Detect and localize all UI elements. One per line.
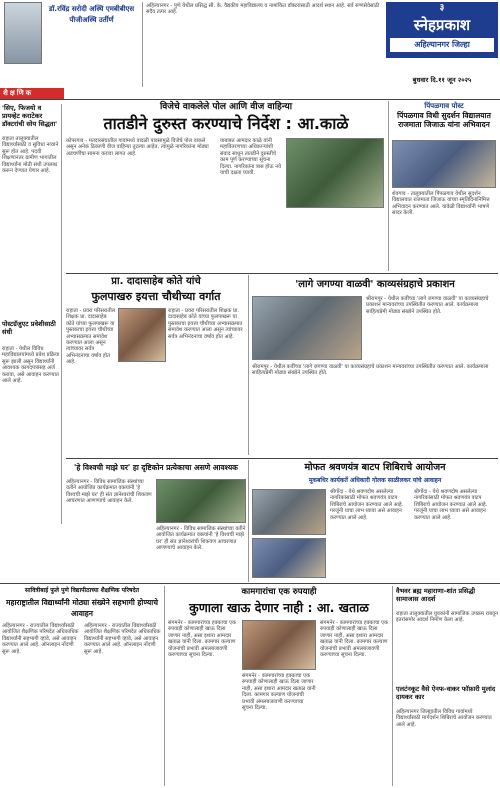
story-two-body: राहाता - प्रवरा परिसरातील शिक्षक प्रा. दादासाहेब कोते यांच्या फुलपाखरू या पुस्तकाचा इयत्ता चौथीच्या अभ्यासक्रमात समावेश करण्यात आला असून त्यांच्यावर सर्वत्र अभिनंदनाचा वर्षाव होत आहे. bbox=[66, 308, 117, 366]
bottom-story-kicker: कामगारांचा एक रुपयाही bbox=[241, 587, 317, 597]
story-six-kicker: सावित्रीबाई फुले पुणे विद्यापीठाच्या शैक्षणिक परिषदेत bbox=[24, 587, 140, 594]
section-tab: क्ष bbox=[9, 89, 15, 97]
sidebar-title: 'सिए, फिजयो व प्रायव्हेट कराटेकर डॉक्टरांची सोय सिद्धता' bbox=[2, 104, 58, 128]
rule bbox=[66, 273, 498, 274]
masthead-rule bbox=[0, 99, 500, 100]
story-six-body-cont: अहिल्यानगर - राज्यातील विद्यार्थ्यांसाठी आयोजित शैक्षणिक परिषदेत अधिकाधिक विद्यार्थ्यांनी सहभागी व्हावे, असे आवाहन करण्यात आले आहे. ऑनलाइन नोंदणी सुरू आहे. bbox=[84, 623, 163, 655]
story-five-body: श्रीगोंदा - येथे श्रवणदोष असलेल्या नागरिकांसाठी मोफत श्रवणयंत्र वाटप शिबिराचे आयोजन करण्यात आले आहे. गरजूंनी याचा लाभ घ्यावा असे आवाहन करण्यात आले आहे. bbox=[330, 489, 405, 521]
right-headline: पिंपळगाव विधी सुदर्शन विद्यालयात राजमाता जिजाऊ यांना अभिवादन bbox=[397, 111, 491, 129]
story-five-photo bbox=[252, 538, 326, 578]
story-three-body-cont: श्रीरामपूर - येथील कवींच्या 'लागे जगण्या वाळवी' या काव्यसंग्रहाचे प्रकाशन मान्यवरांच्या उपस्थितीत करण्यात आले. कार्यक्रमाला साहित्यप्रेमी मोठ्या संख्येने उपस्थित होते. bbox=[252, 364, 490, 377]
top-story-body-b: याबाबत आमदार काळे यांनी महावितरणच्या अधिकाऱ्यांशी संवाद साधून तातडीने दुरुस्तीचे काम पूर्ण करण्याच्या सूचना दिल्या. नागरिकांना त्रास होऊ नये याची दक्षता घ्यावी. bbox=[220, 138, 283, 177]
dateline: बुधवार दि.११ जून २०२५ bbox=[412, 76, 472, 84]
brief-one-title: वैभवर ब्रह्म महाराणा-शांत प्रसिद्धी सामाजास आदर्श bbox=[396, 587, 476, 603]
brief-one-body: राहाता तालुक्यातील युवकांनी सामाजिक उपक्रम राबवून इतरांसमोर आदर्श निर्माण केला आहे. bbox=[396, 611, 500, 624]
story-six-body: अहिल्यानगर - राज्यातील विद्यार्थ्यांसाठी आयोजित शैक्षणिक परिषदेत अधिकाधिक विद्यार्थ्यांनी सहभागी व्हावे, असे आवाहन करण्यात आले आहे. ऑनलाइन नोंदणी सुरू आहे. bbox=[2, 623, 81, 655]
top-intro-text: अहिल्यानगर - पुणे येथील प्रसिद्ध सी. के. वैद्यकीय महाविद्यालय व नामांकित डॉक्टरांसाठी आदर्श स्थान आहे. सर्व रुग्णसेवेसाठी सदैव तत्पर आहे. bbox=[146, 3, 381, 16]
masthead-box bbox=[386, 2, 498, 58]
top-story-body-a: कोपरगाव - मतदारसंघातील गावांमध्ये वादळी पावसामुळे विजेचे पोल वाकले असून अनेक ठिकाणी वीज वाहिन्या तुटल्या आहेत. त्यामुळे नागरिकांना मोठ्या अडचणींचा सामना करावा लागत आहे. bbox=[66, 138, 211, 157]
divider bbox=[248, 275, 249, 455]
rule bbox=[66, 458, 498, 459]
story-five-kicker: मूकबधिर कार्यकर्ते अधिकारी गोलक साळीलकर यांचे आवाहन bbox=[308, 477, 442, 484]
section-tab: णि bbox=[16, 89, 24, 97]
section-tabs bbox=[0, 88, 64, 99]
story-two-headline: फुलपाखरु इयत्ता चौथीच्या वर्गात bbox=[91, 290, 221, 303]
divider bbox=[164, 586, 165, 786]
story-five-headline: मोफत श्रवणयंत्र बाटप शिबिराचे आयोजन bbox=[304, 462, 446, 473]
brief-two-body: अहिल्यानगर जिल्ह्यातील विविध गावांमध्ये विद्यार्थ्यांसाठी मार्गदर्शन शिबिराचे आयोजन करण्यात आले आहे. bbox=[396, 709, 494, 728]
bottom-story-body-cont: संगमनेर - कामगारांच्या हक्काचा एक रुपयाही कोणालाही खाऊ दिला जाणार नाही, असा इशारा आमदार खताळ यांनी दिला. कामगार कल्याण योजनांची प्रभावी अंमलबजावणी करण्याच्या सूचना दिल्या. bbox=[320, 620, 390, 659]
story-two-photo bbox=[118, 308, 166, 362]
right-body: शेवगाव - तालुक्यातील पिंपळगाव येथील सुदर्शन विद्यालयात राजमाता जिजाऊ यांच्या स्मृतिदिनानिमित्त अभिवादन करण्यात आले. यावेळी विद्यार्थ्यांनी भाषणे सादर केली. bbox=[392, 191, 492, 217]
section-tab: क bbox=[25, 89, 32, 97]
divider bbox=[388, 101, 389, 271]
sidebar-second-body: राहाता - येथील विविध महाविद्यालयांमध्ये प्रवेश प्रक्रिया सुरू झाली असून विद्यार्थ्यांनी आवश्यक कागदपत्रांसह अर्ज करावा, असे आवाहन करण्यात आले आहे. bbox=[2, 346, 61, 385]
divider bbox=[248, 460, 249, 582]
top-story-kicker: विजेचे वाकलेले पोल आणि वीज वाहिन्या bbox=[159, 102, 293, 112]
bottom-story-photo bbox=[242, 620, 316, 670]
doctor-photo bbox=[4, 2, 42, 64]
story-two-kicker: प्रा. दादासाहेब कोते यांचे bbox=[111, 276, 201, 287]
sidebar-second-title: पोस्टग्रॅजुएट प्रवेशीसाठी संधी bbox=[2, 320, 56, 336]
divider bbox=[392, 586, 393, 786]
story-five-photo-left bbox=[252, 489, 326, 535]
page-number: ३ bbox=[439, 3, 445, 13]
story-five-body-cont: श्रीगोंदा - येथे श्रवणदोष असलेल्या नागरिकांसाठी मोफत श्रवणयंत्र वाटप शिबिराचे आयोजन करण्यात आले आहे. गरजूंनी याचा लाभ घ्यावा असे आवाहन करण्यात आले आहे. bbox=[414, 489, 489, 521]
story-four-body-cont: अहिल्यानगर - विविध सामाजिक संस्थांच्या वतीने आयोजित कार्यक्रमात वक्त्यांनी 'हे विश्वची माझे घर' ही संत ज्ञानेश्वरांची शिकवण आचरणात आणण्याचे आवाहन केले. bbox=[156, 526, 248, 552]
top-story-headline: तातडीने दुरुस्त करण्याचे निर्देश : आ.काळे bbox=[103, 114, 349, 133]
briefs-column bbox=[396, 587, 498, 785]
divider bbox=[142, 2, 143, 87]
story-four-body: अहिल्यानगर - विविध सामाजिक संस्थांच्या वतीने आयोजित कार्यक्रमात वक्त्यांनी 'हे विश्वची माझे घर' ही संत ज्ञानेश्वरांची शिकवण आचरणात आणण्याचे आवाहन केले. bbox=[66, 479, 154, 505]
story-two-body-cont: राहाता - प्रवरा परिसरातील शिक्षक प्रा. दादासाहेब कोते यांच्या फुलपाखरू या पुस्तकाचा इयत्ता चौथीच्या अभ्यासक्रमात समावेश करण्यात आला असून त्यांच्यावर सर्वत्र अभिनंदनाचा वर्षाव होत आहे. bbox=[168, 308, 245, 340]
brief-two-title: एलटंनकूट वैसे ऐनफ-वाकर फॉफ़ारी मुलांद दायकर कार bbox=[396, 685, 496, 701]
bottom-story-headline: कुणाला खाऊ देणार नाही : आ. खताळ bbox=[189, 600, 369, 615]
bottom-story-body: संगमनेर - कामगारांच्या हक्काचा एक रुपयाही कोणालाही खाऊ दिला जाणार नाही, असा इशारा आमदार खताळ यांनी दिला. कामगार कल्याण योजनांची प्रभावी अंमलबजावणी करण्याच्या सूचना दिल्या. bbox=[168, 620, 238, 659]
right-kicker: पिंपळगाव पोस्ट bbox=[424, 102, 464, 110]
rule bbox=[0, 583, 500, 584]
paper-name: स्नेहप्रकाश bbox=[413, 16, 471, 34]
edition-label: अहिल्यानगर जिल्हा bbox=[390, 38, 494, 52]
right-photo bbox=[392, 140, 496, 188]
section-tab: शै bbox=[3, 89, 8, 97]
doctor-advert: डॉ.रविंद्र सरोदी अस्थि एमबीबीएस पीजीअस्थि उर्तीर्ण bbox=[48, 5, 135, 24]
top-story-photo bbox=[286, 138, 384, 208]
story-four-photo bbox=[156, 479, 246, 523]
story-three-headline: 'लागे जगण्या वाळवी' काव्यसंग्रहाचे प्रकाशन bbox=[295, 279, 455, 290]
story-three-body: श्रीरामपूर - येथील कवींच्या 'लागे जगण्या वाळवी' या काव्यसंग्रहाचे प्रकाशन मान्यवरांच्या उपस्थितीत करण्यात आले. कार्यक्रमाला साहित्यप्रेमी मोठ्या संख्येने उपस्थित होते. bbox=[366, 296, 491, 315]
story-four-headline: 'हे विश्वची माझे घर' हा दृष्टिकोन प्रत्येकाचा असणे आवश्यक bbox=[74, 463, 238, 472]
story-six-headline: महाराष्ट्रातील विद्यार्थ्यांनी मोठ्या संख्येने सहभागी होण्याचे आवाहन bbox=[6, 598, 158, 618]
sidebar bbox=[2, 104, 62, 524]
bottom-story-body-cont: संगमनेर - कामगारांच्या हक्काचा एक रुपयाही कोणालाही खाऊ दिला जाणार नाही, असा इशारा आमदार खताळ यांनी दिला. कामगार कल्याण योजनांची प्रभावी अंमलबजावणी करण्याच्या सूचना दिल्या. bbox=[242, 673, 318, 712]
story-three-photo bbox=[252, 296, 362, 360]
sidebar-body: राहाता तालुक्यातील विद्यार्थ्यांसाठी व सुविधा नव्याने सुरू होत आहे. पदवी शिक्षणानंतर ग्रामीण भागातील विद्यार्थ्यांना मोठी संधी उपलब्ध करून देण्यात येणार आहे. bbox=[2, 136, 61, 175]
